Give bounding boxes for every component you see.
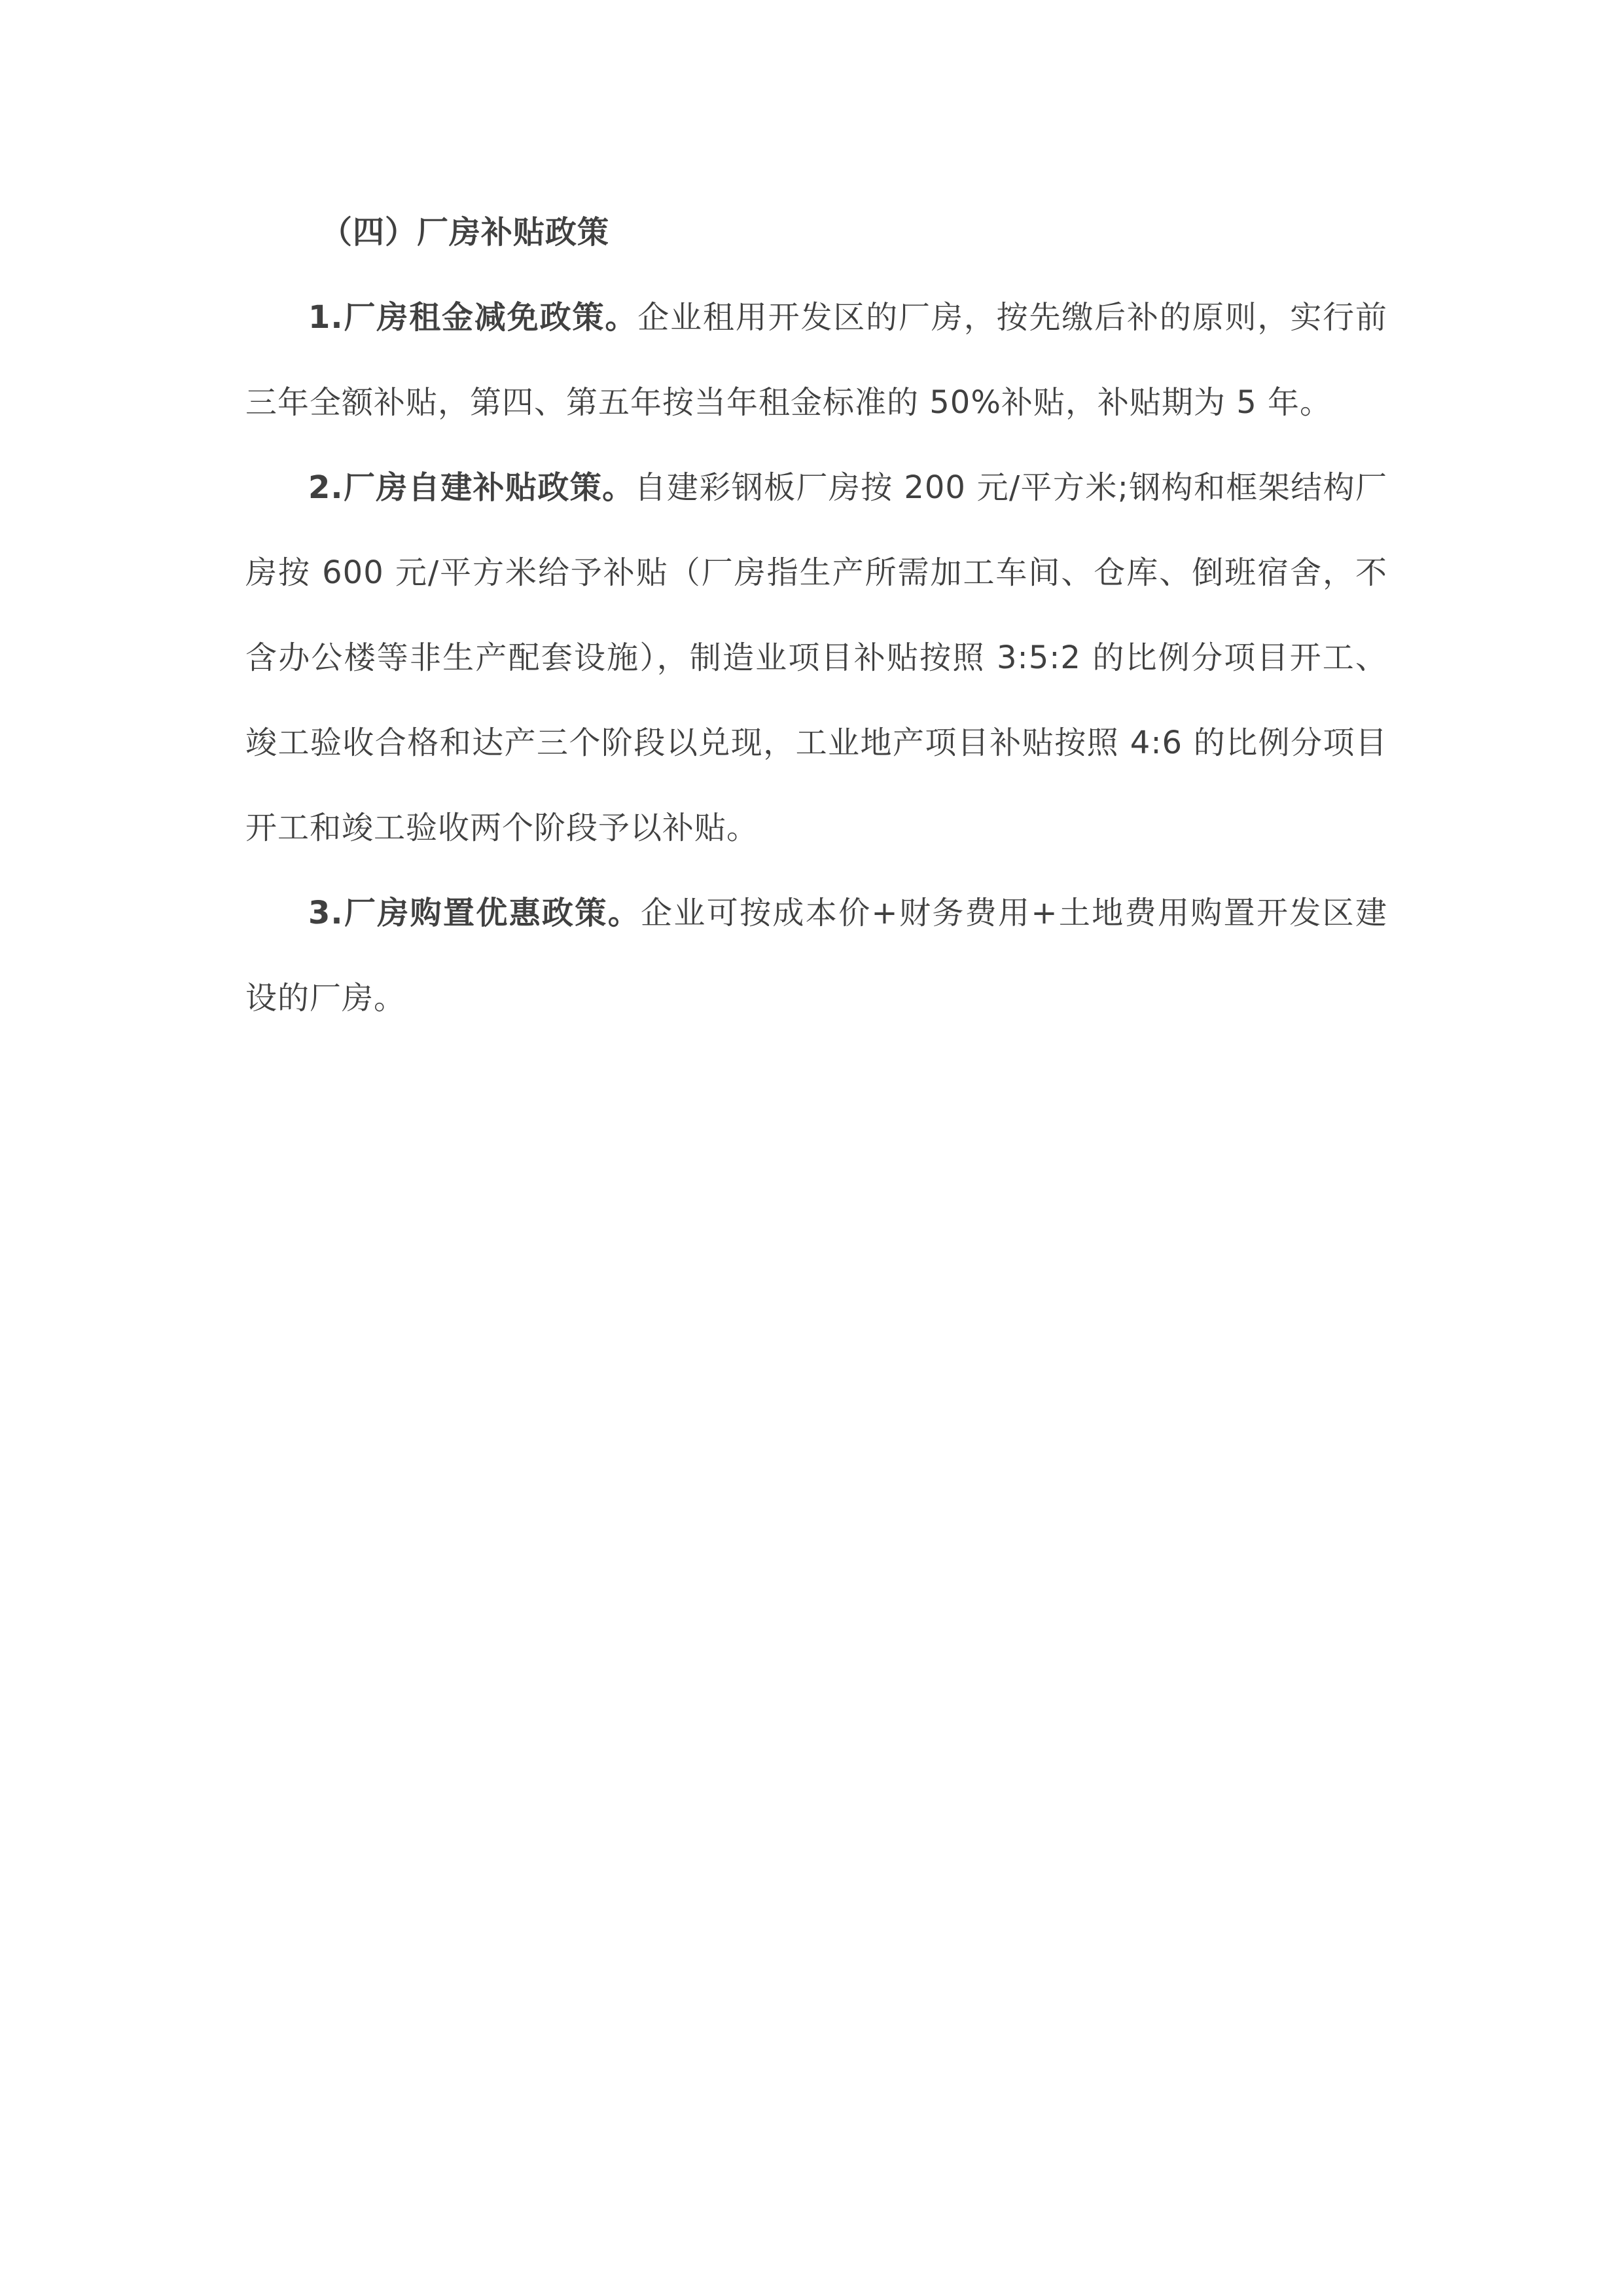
paragraph-self-build-subsidy (245, 445, 1387, 870)
paragraph-lead: 1.厂房租金减免政策。 (308, 299, 638, 336)
paragraph-rent-reduction (245, 275, 1387, 445)
document-body (245, 190, 1387, 1041)
paragraph-text: 自建彩钢板厂房按 200 元/平方米;钢构和框架结构厂房按 600 元/平方米给予补贴（厂房指生产所需加工车间、仓库、倒班宿舍，不含办公楼等非生产配套设施），制造业项目补贴按照 3:5:2 的比例分项目开工、竣工验收合格和达产三个阶段以兑现，工业地产项目补贴按照 4:6 的比例分项目开工和竣工验收两个阶段予以补贴。 (245, 469, 1387, 846)
paragraph-purchase-preference (245, 870, 1387, 1041)
paragraph-lead: 2.厂房自建补贴政策。 (308, 469, 635, 506)
paragraph-text: 企业租用开发区的厂房，按先缴后补的原则，实行前三年全额补贴，第四、第五年按当年租金标准的 50%补贴，补贴期为 5 年。 (245, 299, 1387, 421)
section-heading: （四）厂房补贴政策 (321, 214, 610, 251)
paragraph-lead: 3.厂房购置优惠政策。 (308, 895, 641, 931)
paragraph-text: 企业可按成本价+财务费用+土地费用购置开发区建设的厂房。 (245, 895, 1387, 1016)
